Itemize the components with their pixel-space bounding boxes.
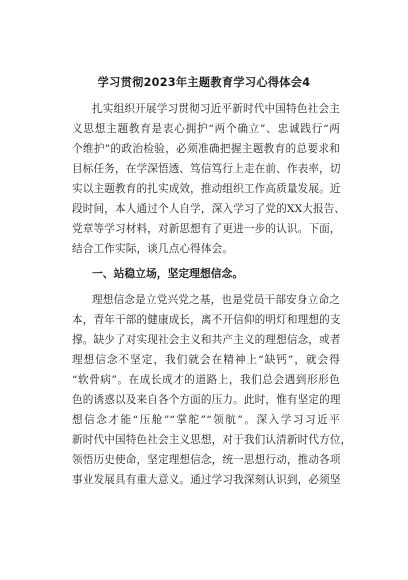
text-line: 理想信念是立党兴党之基，也是党员干部安身立命之 [92, 294, 340, 306]
text-line: “软骨病”。在成长成才的道路上，我们总会遇到形形色 [72, 374, 340, 386]
text-line: 党章等学习材料，对新思想有了更进一步的认识。下面， [72, 223, 341, 235]
text-line: 领悟历史使命，坚定理想信念，统一思想行动，推动各项 [72, 454, 341, 466]
text-line: 义思想主题教育是衷心拥护“两个确立”、忠诚践行“两 [72, 123, 340, 135]
text-line: 本，青年干部的健康成长，离不开信仰的明灯和理想的支 [72, 314, 341, 326]
text-line: 想信念才能“压舱”“掌舵”“领航”。深入学习习近平 [72, 414, 340, 426]
text-line: 目标任务，在学深悟透、笃信笃行上走在前、作表率，切 [72, 163, 341, 175]
text-line: 结合工作实际，谈几点心得体会。 [72, 243, 234, 255]
text-line: 理想信念不坚定，我们就会在精神上“缺钙”，就会得 [72, 354, 340, 366]
section-heading: 一、站稳立场，坚定理想信念。 [92, 267, 244, 280]
text-line: 事业发展具有重大意义。通过学习我深刻认识到，必须坚 [72, 474, 341, 486]
text-line: 色的诱惑以及来自各个方面的压力。此时，惟有坚定的理 [72, 394, 341, 406]
text-line: 实以主题教育的扎实成效，推动组织工作高质量发展。近 [72, 183, 341, 195]
text-line: 扎实组织开展学习贯彻习近平新时代中国特色社会主 [92, 103, 340, 115]
text-line: 段时间，本人通过个人自学，深入学习了党的XX大报告、 [72, 203, 346, 215]
text-line: 撑。缺少了对实现社会主义和共产主义的理想信念，或者 [72, 334, 341, 346]
document-title: 学习贯彻2023年主题教育学习心得体会4 [97, 76, 311, 89]
text-line: 个维护”的政治检验，必须准确把握主题教育的总要求和 [72, 143, 340, 155]
text-line: 新时代中国特色社会主义思想，对于我们认清新时代方位， [72, 434, 352, 446]
